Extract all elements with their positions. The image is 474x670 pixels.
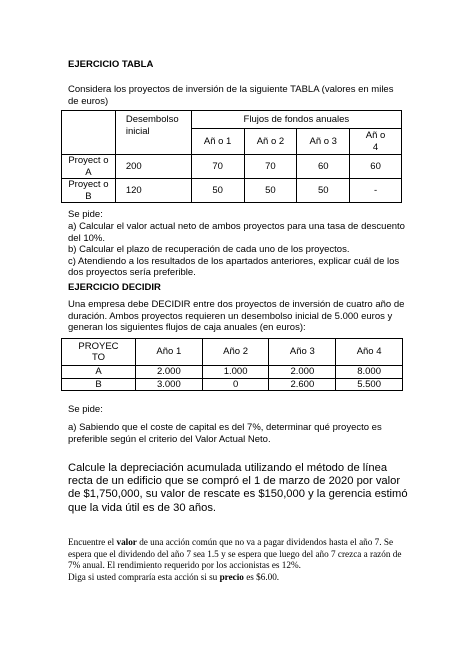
question-text: Calcular el valor actual neto de ambos proyectos para una tasa de descuento del 10%.	[68, 221, 405, 244]
row-label: Proyect o B	[62, 179, 116, 203]
table-row	[62, 366, 403, 379]
question-text: Atendiendo a los resultados de los apartados anteriores, explicar cuál de los dos proyectos sería preferible.	[68, 255, 400, 279]
question-letter: c)	[68, 255, 76, 267]
question-a	[68, 221, 406, 244]
header-year: Año 2	[202, 339, 269, 366]
tabla-title: EJERCICIO TABLA	[68, 59, 154, 70]
cell: 8.000	[336, 366, 403, 379]
bold-word-precio: precio	[219, 571, 244, 582]
decidir-intro: Una empresa debe DECIDIR entre dos proyectos de inversión de cuatro año de duración. Ambos proyectos requieren un desembolso inicial de 5.000 euros y generan los siguientes flujos de caja anuales (en euros):	[68, 299, 405, 334]
header-year-3: Añ o 3	[297, 129, 350, 155]
table-row	[62, 378, 403, 391]
cell: 2.000	[269, 366, 336, 379]
table-row	[62, 179, 402, 203]
cell-flow: 70	[244, 155, 297, 179]
text-run: Diga si usted compraría esta acción si su	[68, 571, 220, 582]
decidir-se-pide: Se pide:	[68, 404, 103, 415]
bold-word-valor: valor	[116, 537, 137, 547]
cell: 5.500	[336, 378, 403, 391]
empty-header-cell	[62, 111, 116, 155]
tabla-questions	[68, 221, 406, 279]
cell-flow: 70	[191, 155, 244, 179]
question-letter: b)	[68, 244, 77, 256]
table-row	[62, 155, 402, 179]
header-proyecto: PROYEC TO	[62, 339, 136, 366]
cell: A	[62, 366, 136, 379]
cell-flow: 50	[297, 179, 350, 203]
header-year: Año 3	[269, 339, 336, 366]
cell: 2.600	[269, 378, 336, 391]
cell: 0	[202, 378, 269, 391]
cell-flow: -	[350, 179, 402, 203]
header-year: Año 1	[135, 339, 202, 366]
cell: 3.000	[135, 378, 202, 391]
question-c	[68, 256, 406, 279]
row-label: Proyect o A	[62, 155, 116, 179]
tabla-se-pide: Se pide:	[68, 209, 103, 220]
header-flujos: Flujos de fondos anuales	[191, 111, 401, 129]
cell-desembolso: 120	[115, 179, 191, 203]
tabla-intro: Considera los proyectos de inversión de la siguiente TABLA (valores en miles de euros)	[68, 84, 394, 107]
question-text: Calcular el plazo de recuperación de cada uno de los proyectos.	[79, 244, 350, 256]
question-letter: a)	[68, 221, 77, 232]
header-year-1: Añ o 1	[191, 129, 244, 155]
decidir-title: EJERCICIO DECIDIR	[68, 282, 161, 293]
header-year-2: Añ o 2	[244, 129, 297, 155]
cell-flow: 60	[350, 155, 402, 179]
header-desembolso: Desembolso inicial	[115, 111, 191, 155]
cell: 2.000	[135, 366, 202, 379]
cell-flow: 50	[191, 179, 244, 203]
header-year: Año 4	[336, 339, 403, 366]
question-letter: a)	[68, 422, 77, 433]
decidir-table	[61, 338, 403, 391]
tabla-table	[61, 110, 402, 203]
cell: B	[62, 378, 136, 391]
depreciacion-paragraph: Calcule la depreciación acumulada utilizando el método de línea recta de un edificio que se compró el 1 de marzo de 2020 por valor de $1,750,000, su valor de rescate es $150,000 y la gerencia estimó que la vida útil es de 30 años.	[68, 462, 408, 514]
cell-desembolso: 200	[115, 155, 191, 179]
cell-flow: 50	[244, 179, 297, 203]
text-run: es $6.00.	[243, 571, 280, 582]
question-b	[68, 244, 406, 256]
header-year-4: Añ o 4	[350, 129, 402, 155]
text-run: Encuentre el	[68, 537, 117, 547]
question-text: Sabiendo que el coste de capital es del 7%, determinar qué proyecto es preferible según el criterio del Valor Actual Neto.	[68, 422, 382, 445]
cell: 1.000	[202, 366, 269, 379]
accion-paragraph	[68, 537, 408, 583]
text-run: de una acción común que no va a pagar dividendos hasta el año 7. Se espera que el dividendo del año 7 sea 1.5 y se espera que luego del año 7 crezca a razón de 7% anual. El rendimiento requerido por los accionistas es 12%.	[68, 537, 402, 571]
cell-flow: 60	[297, 155, 350, 179]
decidir-question-a	[68, 422, 403, 445]
